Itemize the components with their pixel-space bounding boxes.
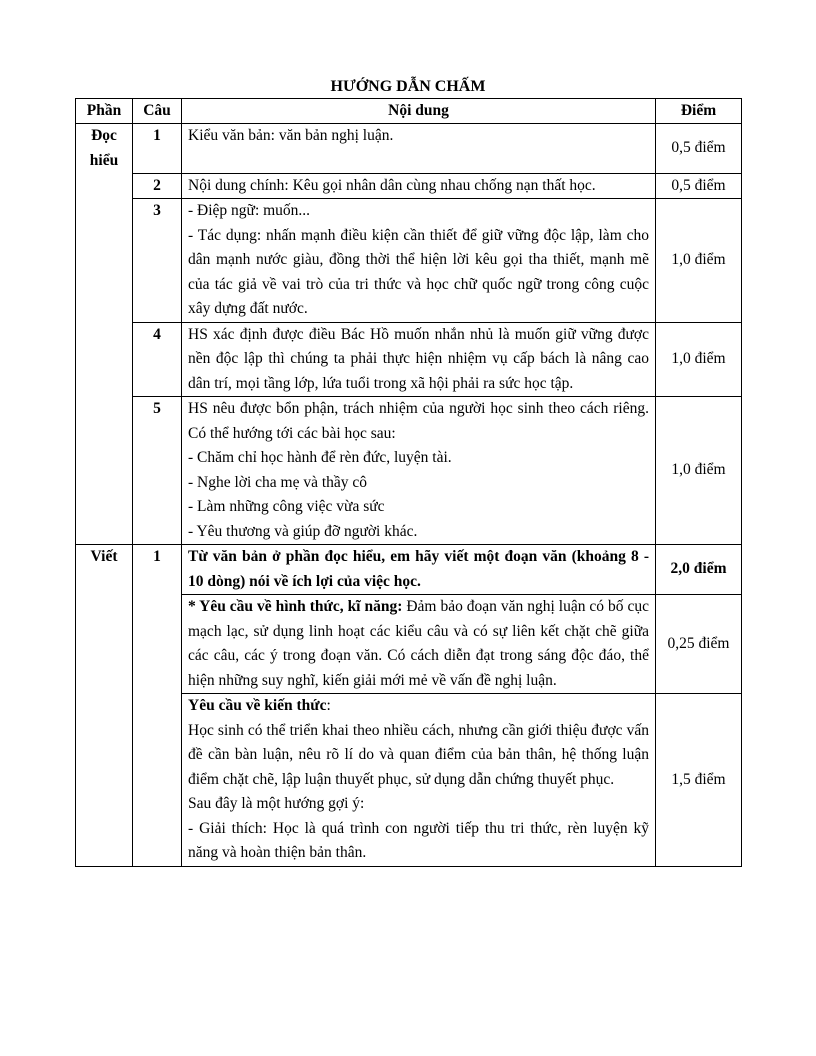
score-cell: 0,25 điểm: [656, 595, 742, 694]
question-number: 5: [133, 397, 182, 545]
score-cell: 1,0 điểm: [656, 397, 742, 545]
part-writing: Viết: [76, 545, 133, 595]
header-score: Điểm: [656, 99, 742, 124]
answer-line: - Yêu thương và giúp đỡ người khác.: [188, 522, 418, 540]
part-blank: [76, 322, 133, 397]
answer-line: - Chăm chỉ học hành để rèn đức, luyện tài.: [188, 449, 452, 466]
question-blank: [133, 694, 182, 867]
question-number: 2: [133, 173, 182, 199]
question-number: 4: [133, 322, 182, 397]
score-cell: 1,0 điểm: [656, 322, 742, 397]
header-part: Phần: [76, 99, 133, 124]
score-cell: 0,5 điểm: [656, 173, 742, 199]
part-blank: [76, 173, 133, 199]
knowledge-line: Học sinh có thể triển khai theo nhiều cách, nhưng cần giới thiệu được vấn đề cần bàn luận, nêu rõ lí do và quan điểm của bản thân, hệ thống luận điểm chặt chẽ, lập luận thuyết phục, sử dụng dẫn chứng thuyết phục.: [188, 721, 649, 788]
answer-content: Kiểu văn bản: văn bản nghị luận.: [182, 124, 656, 174]
answer-line: - Tác dụng: nhấn mạnh điều kiện cần thiết để giữ vững độc lập, làm cho dân mạnh nước giàu, đồng thời thể hiện lời kêu gọi tha thiết, mạnh mẽ của tác giả về vai trò của tri thức và học chữ quốc ngữ trong công cuộc xây dựng đất nước.: [188, 226, 649, 317]
header-question: Câu: [133, 99, 182, 124]
answer-content: [182, 397, 656, 545]
answer-line: HS nêu được bổn phận, trách nhiệm của người học sinh theo cách riêng. Có thể hướng tới các bài học sau:: [188, 400, 649, 442]
question-number: 3: [133, 199, 182, 323]
part-reading-line1: Đọc: [91, 127, 117, 144]
knowledge-colon: :: [326, 697, 331, 714]
question-number: 1: [133, 545, 182, 595]
answer-content: [182, 199, 656, 323]
form-requirement: [182, 595, 656, 694]
table-row: [76, 322, 742, 397]
header-content: Nội dung: [182, 99, 656, 124]
part-blank: [76, 595, 133, 694]
score-cell: 0,5 điểm: [656, 124, 742, 174]
part-reading-line2: hiểu: [89, 151, 119, 169]
table-row: [76, 173, 742, 199]
answer-line: - Làm những công việc vừa sức: [188, 498, 385, 515]
table-row: [76, 694, 742, 867]
score-cell: 1,5 điểm: [656, 694, 742, 867]
form-requirement-text: Đảm bảo đoạn văn nghị luận có bố cục mạch lạc, sử dụng linh hoạt các kiểu câu và có sự liên kết chặt chẽ giữa các câu, các ý trong đoạn văn. Có cách diễn đạt trong sáng độc đáo, thể hiện những suy nghĩ, kiến giải mới mẻ về vấn đề nghị luận.: [188, 598, 649, 689]
knowledge-line: Sau đây là một hướng gợi ý:: [188, 795, 365, 812]
part-reading: [76, 124, 133, 174]
question-blank: [133, 595, 182, 694]
table-row: [76, 397, 742, 545]
header-row: [76, 99, 742, 124]
part-blank: [76, 397, 133, 545]
table-row: [76, 199, 742, 323]
part-blank: [76, 199, 133, 323]
page-title: HƯỚNG DẪN CHẤM: [330, 78, 486, 95]
knowledge-label: Yêu cầu về kiến thức: [188, 697, 327, 714]
knowledge-heading: [188, 694, 649, 719]
question-number: 1: [133, 124, 182, 174]
answer-content: Nội dung chính: Kêu gọi nhân dân cùng nhau chống nạn thất học.: [182, 173, 656, 199]
table-row: [76, 545, 742, 595]
answer-line: - Nghe lời cha mẹ và thầy cô: [188, 473, 368, 491]
part-blank: [76, 694, 133, 867]
form-requirement-label: * Yêu cầu về hình thức, kĩ năng:: [188, 598, 403, 615]
writing-prompt: Từ văn bản ở phần đọc hiểu, em hãy viết một đoạn văn (khoảng 8 - 10 dòng) nói về ích lợi của việc học.: [182, 545, 656, 595]
knowledge-requirement: [182, 694, 656, 867]
knowledge-line: - Giải thích: Học là quá trình con người tiếp thu tri thức, rèn luyện kỹ năng và hoàn thiện bản thân.: [188, 819, 649, 861]
table-row: [76, 124, 742, 174]
score-cell: 1,0 điểm: [656, 199, 742, 323]
score-cell: 2,0 điểm: [656, 545, 742, 595]
answer-line: - Điệp ngữ: muốn...: [188, 202, 311, 219]
answer-content: HS xác định được điều Bác Hồ muốn nhắn nhủ là muốn giữ vững được nền độc lập thì chúng ta phải thực hiện nhiệm vụ cấp bách là nâng cao dân trí, mọi tầng lớp, lứa tuổi trong xã hội phải ra sức học tập.: [182, 322, 656, 397]
grading-table: [75, 98, 742, 867]
table-row: [76, 595, 742, 694]
